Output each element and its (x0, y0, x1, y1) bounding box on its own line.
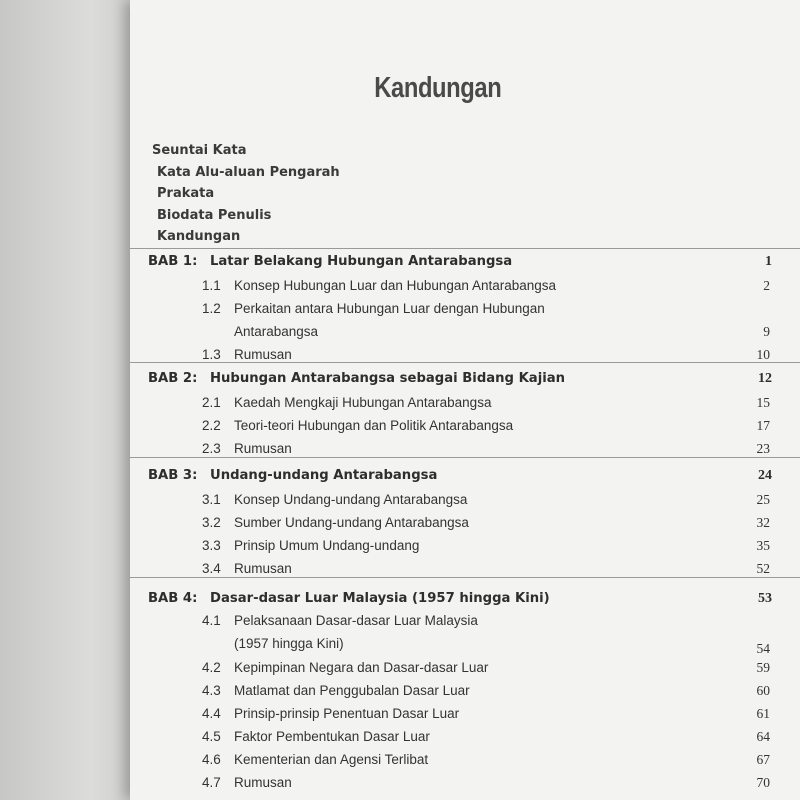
chapter-3 (130, 464, 800, 580)
section-row (130, 488, 800, 511)
facing-page-edge (0, 0, 130, 800)
chapter-1 (130, 250, 800, 366)
section-title: Faktor Pembentukan Dasar Luar (234, 729, 430, 744)
chapter-title: Latar Belakang Hubungan Antarabangsa (210, 254, 513, 269)
section-page: 67 (756, 752, 770, 767)
section-page: 35 (756, 538, 770, 553)
section-page: 2 (763, 278, 770, 293)
section-page: 9 (763, 324, 770, 339)
section-page: 15 (756, 395, 770, 410)
section-row (130, 679, 800, 702)
section-number: 1.2 (202, 301, 221, 316)
chapter-heading (130, 367, 800, 391)
section-number: 3.4 (202, 561, 221, 576)
section-page: 70 (756, 775, 770, 790)
section-title: Teori-teori Hubungan dan Politik Antarabangsa (234, 418, 514, 433)
section-number: 3.1 (202, 492, 221, 507)
section-page: 23 (756, 441, 770, 456)
section-title: Perkaitan antara Hubungan Luar dengan Hubungan (234, 301, 545, 316)
preliminary-item: Kata Alu-aluan Pengarah (157, 164, 340, 180)
section-number: 4.3 (202, 683, 221, 698)
chapter-number: BAB 1: (148, 254, 198, 269)
chapter-title: Hubungan Antarabangsa sebagai Bidang Kajian (210, 371, 566, 386)
preliminary-item: Seuntai Kata (152, 143, 247, 158)
section-number: 2.3 (202, 441, 221, 456)
section-number: 4.5 (202, 729, 221, 744)
section-row (130, 320, 800, 343)
section-row (130, 725, 800, 748)
chapter-2 (130, 367, 800, 460)
chapter-divider (130, 577, 800, 578)
section-number: 4.4 (202, 706, 221, 721)
section-row (130, 534, 800, 557)
section-row (130, 702, 800, 725)
section-title: Sumber Undang-undang Antarabangsa (234, 515, 469, 530)
chapter-page: 12 (758, 371, 772, 386)
section-row (130, 631, 800, 656)
section-title: (1957 hingga Kini) (234, 636, 344, 651)
chapter-divider (130, 362, 800, 363)
section-title: Kaedah Mengkaji Hubungan Antarabangsa (234, 395, 492, 410)
section-number: 3.2 (202, 515, 221, 530)
section-title: Rumusan (234, 441, 292, 456)
section-page: 60 (756, 683, 770, 698)
section-title: Antarabangsa (234, 324, 319, 339)
section-page: 59 (756, 660, 770, 675)
section-number: 2.2 (202, 418, 221, 433)
section-title: Konsep Hubungan Luar dan Hubungan Antarabangsa (234, 278, 557, 293)
chapter-4 (130, 587, 800, 794)
section-title: Kementerian dan Agensi Terlibat (234, 752, 429, 767)
section-title: Rumusan (234, 347, 292, 362)
section-title: Konsep Undang-undang Antarabangsa (234, 492, 468, 507)
section-row (130, 414, 800, 437)
page-title: Kandungan (374, 72, 502, 104)
section-page: 61 (756, 706, 770, 721)
section-page: 64 (756, 729, 770, 744)
section-title: Prinsip Umum Undang-undang (234, 538, 420, 553)
section-row (130, 297, 800, 320)
chapter-heading (130, 587, 800, 611)
book-page (130, 0, 800, 800)
section-row (130, 511, 800, 534)
chapter-number: BAB 4: (148, 591, 198, 606)
chapter-title: Undang-undang Antarabangsa (210, 468, 438, 483)
preliminaries-list (152, 140, 340, 248)
section-row (130, 391, 800, 414)
chapter-number: BAB 2: (148, 371, 198, 386)
section-page: 25 (756, 492, 770, 507)
section-number: 4.2 (202, 660, 221, 675)
chapter-page: 53 (758, 591, 772, 606)
preliminary-item: Prakata (157, 186, 215, 201)
section-page: 32 (756, 515, 770, 530)
section-row (130, 748, 800, 771)
section-page: 52 (756, 561, 770, 576)
section-number: 4.6 (202, 752, 221, 767)
section-number: 2.1 (202, 395, 221, 410)
section-title: Matlamat dan Penggubalan Dasar Luar (234, 683, 470, 698)
section-title: Kepimpinan Negara dan Dasar-dasar Luar (234, 660, 489, 675)
chapter-page: 24 (758, 468, 772, 483)
section-row (130, 656, 800, 679)
section-number: 1.1 (202, 278, 221, 293)
section-row (130, 274, 800, 297)
preliminary-item: Biodata Penulis (157, 207, 272, 223)
chapter-divider (130, 457, 800, 458)
section-title: Rumusan (234, 561, 292, 576)
section-row (130, 611, 800, 631)
section-page: 10 (756, 347, 770, 362)
section-number: 1.3 (202, 347, 221, 362)
section-page: 17 (756, 418, 770, 433)
chapter-heading (130, 250, 800, 274)
section-page: 54 (756, 641, 770, 656)
section-number: 4.7 (202, 775, 221, 790)
section-row (130, 771, 800, 794)
chapter-page: 1 (765, 254, 772, 269)
section-title: Pelaksanaan Dasar-dasar Luar Malaysia (234, 613, 478, 628)
chapter-title: Dasar-dasar Luar Malaysia (1957 hingga Kini) (210, 591, 550, 606)
chapter-heading (130, 464, 800, 488)
section-number: 4.1 (202, 613, 221, 628)
section-title: Rumusan (234, 775, 292, 790)
chapter-divider (130, 248, 800, 249)
chapter-number: BAB 3: (148, 468, 198, 483)
section-title: Prinsip-prinsip Penentuan Dasar Luar (234, 706, 460, 721)
section-number: 3.3 (202, 538, 221, 553)
preliminary-item: Kandungan (157, 229, 241, 244)
